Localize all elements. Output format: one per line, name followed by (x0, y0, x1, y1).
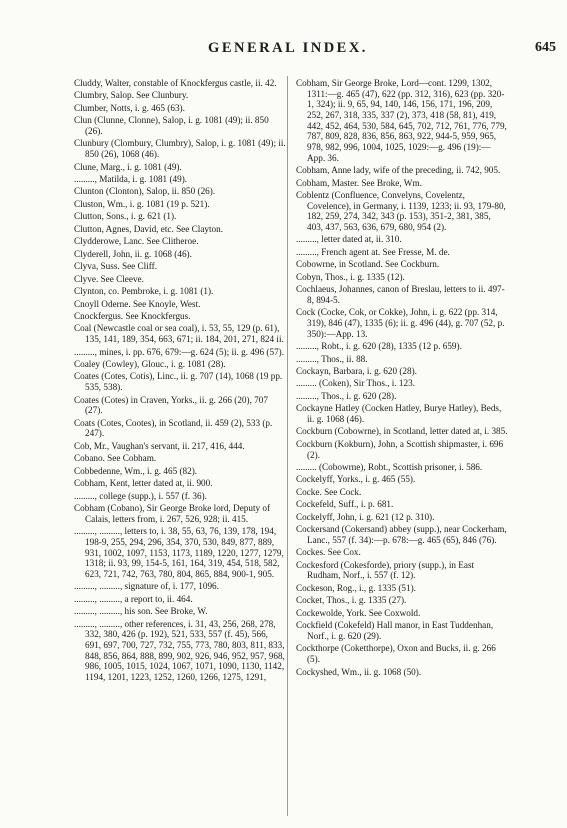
index-entry: Cockefeld, Suff., i. p. 681. (296, 499, 394, 510)
index-entry: Clunbury (Clombury, Clumbry), Salop, i. g. 1081 (49); ii. 850 (26), 1068 (46). (74, 138, 286, 160)
index-entry: Cobham, Sir George Broke, Lord—cont. 1299, 1302, 1311:—g. 465 (47), 622 (pp. 312, 316), 623 (pp. 320-1, 324); ii. 9, 65, 94, 140, 146, 156, 171, 196, 209, 252, 267, 318, 335, 337 (2), 373, 418 (58, 81), 419, 442, 452, 464, 530, 584, 645, 702, 712, 761, 776, 779, 787, 809, 828, 836, 856, 863, 922, 944-5, 959, 965, 978, 982, 996, 1004, 1025, 1029:—g. 496 (19):—App. 36. (296, 78, 507, 163)
index-entry: Clune, Marg., i. g. 1081 (49). (74, 161, 182, 172)
index-entry: Cochlaeus, Johannes, canon of Breslau, letters to ii. 497-8, 894-5. (296, 284, 505, 305)
index-entry: Clutton, Sons., i. g. 621 (1). (74, 211, 177, 222)
index-entry: ........., ........., letters to, i. 38, 55, 63, 76, 139, 178, 194, 198-9, 255, 294, 296, 354, 370, 530, 849, 877, 889, 931, 1002, 1097, 1153, 1173, 1189, 1220, 1277, 1279, 1318; ii. 93, 99, 154-5, 161, 164, 319, 454, 518, 582, 623, 721, 742, 763, 780, 804, 865, 884, 900-1, 905. (74, 526, 284, 579)
index-entry: Cobyn, Thos., i. g. 1335 (12). (296, 271, 405, 282)
index-entry: ........., French agent at. See Fresse, M. de. (296, 246, 450, 257)
column-divider (287, 76, 288, 816)
index-entry: Cobano. See Cobham. (74, 453, 157, 464)
index-entry: Cockelyff, Yorks., i. g. 465 (55). (296, 474, 416, 485)
index-entry: Clumbry, Salop. See Clunbury. (74, 90, 189, 101)
index-entry: Cockyshed, Wm., ii. g. 1068 (50). (296, 666, 422, 677)
index-entry: ........., Thos., i. g. 620 (28). (296, 390, 397, 401)
index-entry: Cockeson, Rog., i., g. 1335 (51). (296, 582, 416, 593)
index-entry: Cluddy, Walter, constable of Knockfergus castle, ii. 42. (74, 78, 277, 88)
index-entry: Cockesford (Cokesforde), priory (supp.), in East Rudham, Norf., i. 557 (f. 12). (296, 559, 475, 581)
index-entry: ........., ........., a report to, ii. 464. (74, 593, 193, 604)
index-entry: Cocke. See Cock. (296, 486, 362, 497)
index-entry: Cob, Mr., Vaughan's servant, ii. 217, 416, 444. (74, 440, 245, 451)
index-entry: Clyve. See Cleeve. (74, 273, 144, 284)
index-entry: Coal (Newcastle coal or sea coal), i. 53, 55, 129 (p. 61), 135, 141, 189, 354, 663, 671; ii. 184, 201, 271, 824 ii. (74, 323, 284, 345)
index-entry: Cockayn, Barbara, i. g. 620 (28). (296, 365, 417, 376)
index-entry: Cockthorpe (Coketthorpe), Oxon and Bucks, ii. g. 266 (5). (296, 643, 496, 665)
index-entry: Cobowrne, in Scotland. See Cockburn. (296, 259, 440, 270)
index-entry: Coats (Cotes, Cootes), in Scotland, ii. 459 (2), 533 (p. 247). (74, 417, 273, 439)
index-column-left (74, 78, 286, 684)
index-entry: Coblentz (Confluence, Convelyns, Covelentz, Covelence), in Germany, i. 1139, 1233; ii. 93, 179-80, 182, 259, 274, 342, 343 (p. 153), 351-2, 381, 385, 403, 437, 563, 636, 679, 680, 954 (2). (296, 189, 506, 232)
page-number: 645 (535, 40, 556, 55)
index-entry: Clynton, co. Pembroke, i. g. 1081 (1). (74, 286, 214, 297)
index-entry: Coates (Cotes) in Craven, Yorks., ii. g. 266 (20), 707 (27). (74, 394, 268, 416)
index-entry: Cockersand (Cokersand) abbey (supp.), near Cockerham, Lanc., 557 (f. 34):—p. 678:—g. 465 (65), 846 (76). (296, 524, 507, 545)
page-title: GENERAL INDEX. (208, 40, 368, 56)
index-entry: ........., Robt., i. g. 620 (28), 1335 (12 p. 659). (296, 341, 462, 352)
index-entry: Clydderowe, Lanc. See Clitheroe. (74, 236, 199, 247)
index-entry: ........., letter dated at, ii. 310. (296, 234, 402, 245)
index-column-right (296, 78, 508, 679)
index-entry: Clutton, Agnes, David, etc. See Clayton. (74, 223, 224, 234)
index-entry: ........., mines, i. pp. 676, 679:—g. 624 (5); ii. g. 496 (57). (74, 346, 285, 357)
index-entry: ........., ........., other references, i. 31, 43, 256, 268, 278, 332, 380, 426 (p. 192), 521, 533, 557 (f. 45), 566, 691, 697, 700, 727, 732, 755, 773, 780, 803, 811, 833, 848, 856, 864, 888, 899, 902, 926, 946, 952, 957, 968, 986, 1005, 1015, 1024, 1067, 1071, 1090, 1130, 1142, 1194, 1201, 1223, 1252, 1260, 1266, 1275, 1291, (74, 618, 285, 682)
index-entry: Cocket, Thos., i. g. 1335 (27). (296, 595, 407, 606)
index-entry: Coaley (Cowley), Glouc., i. g. 1081 (28). (74, 359, 226, 370)
index-entry: ......... (Cobowrne), Robt., Scottish prisoner, i. 586. (296, 462, 483, 472)
index-entry: Clumber, Notts, i. g. 465 (63). (74, 102, 185, 113)
index-entry: Cobham (Cobano), Sir George Broke lord, Deputy of Calais, letters from, i. 267, 526, 928; ii. 415. (74, 503, 271, 524)
index-entry: Cnoyll Oderne. See Knoyle, West. (74, 298, 201, 309)
index-entry: ........., Matilda, i. g. 1081 (49). (74, 174, 188, 185)
index-entry: ......... (Coken), Sir Thos., i. 123. (296, 378, 416, 389)
index-entry: ........., Thos., ii. 88. (296, 353, 368, 364)
index-entry: Cobbedenne, Wm., i. g. 465 (82). (74, 465, 198, 476)
index-entry: Cockes. See Cox. (296, 547, 361, 558)
index-entry: Cockburn (Kokburn), John, a Scottish shipmaster, i. 696 (2). (296, 438, 504, 460)
index-entry: Cockewolde, York. See Coxwold. (296, 607, 421, 618)
index-entry: ........., ........., his son. See Broke, W. (74, 606, 208, 617)
index-entry: Coates (Cotes, Cotis), Linc., ii. g. 707 (14), 1068 (19 pp. 535, 538). (74, 371, 283, 393)
index-entry: ........., college (supp.), i. 557 (f. 36). (74, 490, 207, 501)
index-entry: Cockelyff, John, i. g. 621 (12 p. 310). (296, 511, 435, 522)
index-entry: Cockburn (Cobowrne), in Scotland, letter dated at, i. 385. (296, 426, 508, 437)
index-entry: Cockfield (Cokefeld) Hall manor, in East Tuddenhan, Norf., i. g. 620 (29). (296, 620, 494, 641)
index-entry: Clyderell, John, ii. g. 1068 (46). (74, 248, 192, 259)
index-entry: Clunton (Clonton), Salop, ii. 850 (26). (74, 186, 216, 197)
index-entry: Cobham, Kent, letter dated at, ii. 900. (74, 478, 213, 489)
index-entry: Cobham, Anne lady, wife of the preceding, ii. 742, 905. (296, 165, 501, 176)
index-entry: Clun (Clunne, Clonne), Salop, i. g. 1081 (49); ii. 850 (26). (74, 115, 269, 137)
index-entry: Cluston, Wm., i. g. 1081 (19 p. 521). (74, 198, 210, 209)
index-entry: Clyva, Suss. See Cliff. (74, 261, 158, 272)
index-entry: Cobham, Master. See Broke, Wm. (296, 177, 422, 188)
index-entry: Cockayne Hatley (Cocken Hatley, Burye Hatley), Beds, ii. g. 1068 (46). (296, 403, 502, 424)
index-entry: Cock (Cocke, Cok, or Cokke), John, i. g. 622 (pp. 314, 319), 846 (47), 1335 (6); ii. g. 496 (44), g. 707 (52, p. 350):—App. 13. (296, 307, 505, 339)
index-entry: Cnockfergus. See Knockfergus. (74, 311, 191, 322)
index-entry: ........., ........., signature of, i. 177, 1096. (74, 581, 219, 592)
page-header (78, 40, 556, 62)
